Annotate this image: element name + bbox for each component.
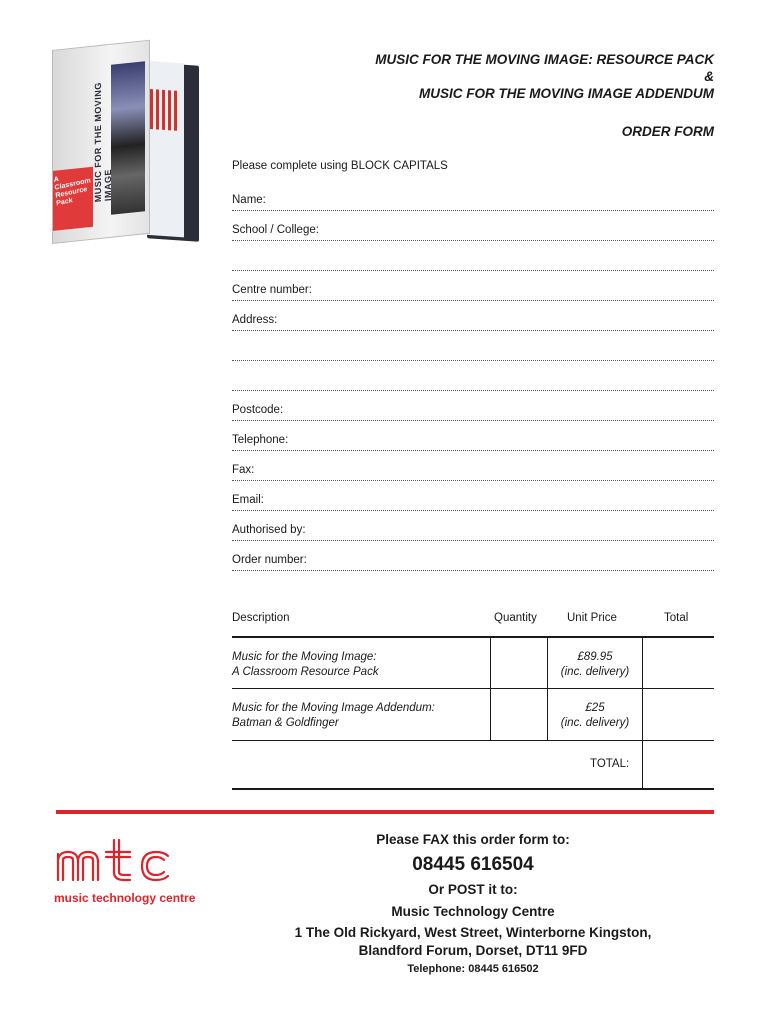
authorised-by-field[interactable] <box>232 520 714 541</box>
address-line-2: Blandford Forum, Dorset, DT11 9FD <box>358 943 588 958</box>
email-label: Email: <box>232 494 264 506</box>
cover-title: MUSIC FOR THE MOVING IMAGE <box>93 81 113 203</box>
contact-telephone: Telephone: 08445 616502 <box>407 963 539 975</box>
authorised-by-label: Authorised by: <box>232 524 306 536</box>
address-field-line-2[interactable] <box>232 340 714 361</box>
order-number-field[interactable] <box>232 550 714 571</box>
fax-number: 08445 616504 <box>412 854 534 875</box>
cover-badge <box>53 167 93 231</box>
school-field-line-2[interactable] <box>232 250 714 271</box>
total-label: TOTAL: <box>590 758 630 770</box>
instructions: Please complete using BLOCK CAPITALS <box>232 160 448 172</box>
school-label: School / College: <box>232 224 319 236</box>
row-1-price: £89.95 <box>577 651 613 663</box>
header-line-1: MUSIC FOR THE MOVING IMAGE: RESOURCE PACK <box>375 52 714 67</box>
address-label: Address: <box>232 314 278 326</box>
binder-cover <box>52 40 150 244</box>
name-field[interactable] <box>232 190 714 211</box>
cover-photo-strip <box>111 61 145 215</box>
row-1-desc-line-2: A Classroom Resource Pack <box>232 666 379 678</box>
address-line-1: 1 The Old Rickyard, West Street, Winterborne Kingston, <box>294 925 652 940</box>
email-field[interactable] <box>232 490 714 511</box>
centre-number-label: Centre number: <box>232 284 312 296</box>
col-header-unit-price: Unit Price <box>567 612 617 624</box>
fax-field[interactable] <box>232 460 714 481</box>
row-1-total-input[interactable] <box>643 637 714 688</box>
header-line-2: & <box>704 69 714 84</box>
postcode-field[interactable] <box>232 400 714 421</box>
row-2-desc-line-2: Batman & Goldfinger <box>232 717 339 729</box>
cover-badge-text: A Classroom Resource Pack <box>53 175 91 208</box>
logo-subtitle: music technology centre <box>54 891 196 905</box>
address-field-line-3[interactable] <box>232 370 714 391</box>
school-field[interactable] <box>232 220 714 241</box>
row-2-price-note: (inc. delivery) <box>560 717 630 729</box>
row-2-description <box>232 701 435 731</box>
grand-total-input[interactable] <box>643 741 714 788</box>
footer-red-rule <box>56 810 714 814</box>
row-2-total-input[interactable] <box>643 689 714 740</box>
header-line-3: MUSIC FOR THE MOVING IMAGE ADDENDUM <box>419 86 714 101</box>
row-1-price-note: (inc. delivery) <box>560 666 630 678</box>
telephone-field[interactable] <box>232 430 714 451</box>
col-header-description: Description <box>232 612 290 624</box>
col-header-total: Total <box>664 612 689 624</box>
row-2-unit-price <box>548 701 642 731</box>
row-2-desc-line-1: Music for the Moving Image Addendum: <box>232 702 435 714</box>
row-1-desc-line-1: Music for the Moving Image: <box>232 651 377 663</box>
row-2-quantity-input[interactable] <box>491 689 547 740</box>
row-1-description <box>232 650 379 680</box>
name-label: Name: <box>232 194 266 206</box>
row-1-quantity-input[interactable] <box>491 637 547 688</box>
fax-prompt: Please FAX this order form to: <box>376 832 570 847</box>
row-2-price: £25 <box>585 702 605 714</box>
organisation-name: Music Technology Centre <box>391 904 555 919</box>
post-prompt: Or POST it to: <box>428 882 518 897</box>
resource-pack-cover-image <box>52 50 202 250</box>
centre-number-field[interactable] <box>232 280 714 301</box>
postcode-label: Postcode: <box>232 404 284 416</box>
address-field[interactable] <box>232 310 714 331</box>
page-graphic <box>150 89 180 131</box>
fax-label: Fax: <box>232 464 255 476</box>
binder-page <box>144 61 184 238</box>
form-title: ORDER FORM <box>621 124 714 139</box>
order-number-label: Order number: <box>232 554 307 566</box>
row-1-unit-price <box>548 650 642 680</box>
telephone-label: Telephone: <box>232 434 289 446</box>
col-header-quantity: Quantity <box>494 612 537 624</box>
